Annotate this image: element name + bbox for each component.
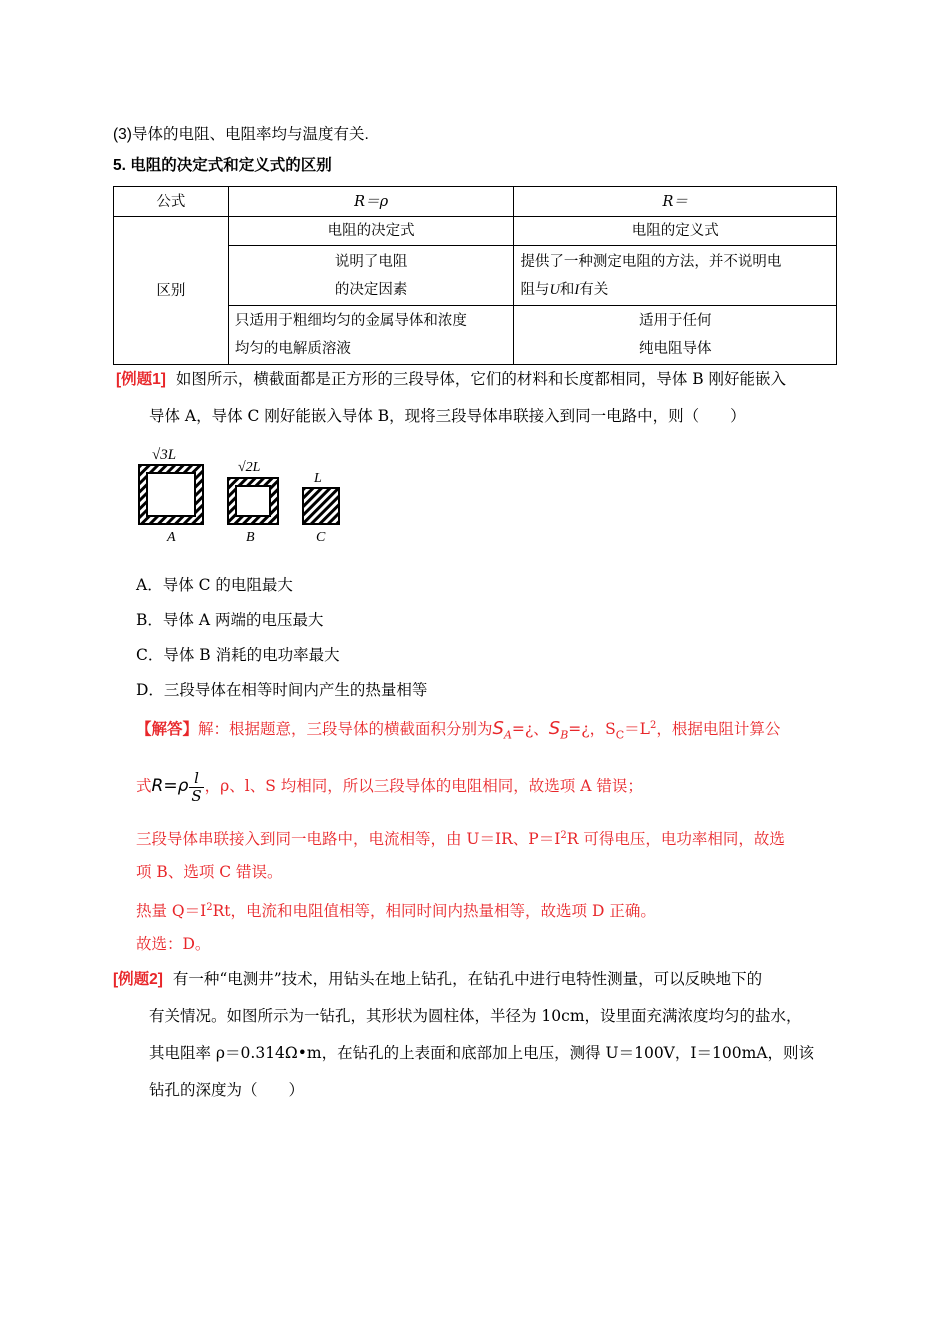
conductor-c [303,488,339,524]
table-cell-line: 的决定因素 [334,281,408,298]
table-cell [228,306,514,365]
answer-text: =¿ [511,720,534,739]
example1-tag: [例题1] [116,371,166,388]
label-b: B [246,530,255,545]
label-a: A [167,530,176,545]
table-cell-line: 说明了电阻 [334,253,408,270]
fraction-denominator: S [191,786,202,805]
conductor-b [228,478,278,524]
answer-text: 三段导体串联接入到同一电路中，电流相等，由 U＝IR、P＝I [136,830,561,849]
label-b-top: √2L [238,460,261,475]
table-cell-line: 纯电阻导体 [638,341,712,357]
answer-text: Rt，电流和电阻值相等，相同时间内热量相等，故选项 D 正确。 [212,902,656,921]
answer-text: ，S [589,720,616,739]
table-cell [514,246,837,306]
example1-text: 如图所示，横截面都是正方形的三段导体，它们的材料和长度都相同，导体 B 刚好能嵌入 [175,370,787,388]
example1-line2: 导体 A，导体 C 刚好能嵌入导体 B，现将三段导体串联接入到同一电路中，则（ ） [149,407,746,425]
text-span: 有关 [579,281,609,298]
table-cell-line: 均匀的电解质溶液 [234,341,351,357]
table-cell-line: 只适用于粗细均匀的金属导体和浓度 [234,313,467,329]
symbol-sb-sub: B [560,728,569,742]
answer-text: ，根据电阻计算公 [656,720,781,739]
answer-text: 式 [136,777,152,795]
answer-text: =¿ [568,720,590,739]
answer-text: R 可得电压，电功率相同，故选 [566,830,785,849]
answer-text: 解：根据题意，三段导体的横截面积分别为 [198,720,493,739]
superscript: 2 [560,830,567,841]
table-header-decisive: R＝ρ [228,187,514,217]
symbol-sa-sub: A [503,728,512,742]
example2-line2: 有关情况。如图所示为一钻孔，其形状为圆柱体，半径为 10cm，设里面充满浓度均匀的盐水， [149,1007,802,1025]
label-c: C [316,530,326,545]
answer-line6: 故选：D。 [136,935,211,953]
formula-r-rho: R=ρ [151,776,189,796]
table-cell [514,306,837,365]
option-c: C．导体 B 消耗的电功率最大 [136,646,340,664]
option-b: B．导体 A 两端的电压最大 [136,611,324,629]
symbol-sb: S [548,718,561,740]
table-cell-line: 适用于任何 [638,313,712,329]
table-cell: 电阻的定义式 [514,217,837,246]
answer-text: ，ρ、l、S 均相同，所以三段导体的电阻相同，故选项 A 错误； [204,777,643,795]
example1-line1 [116,368,786,391]
conductors-figure [130,440,360,550]
label-c-top: L [314,471,322,486]
answer-line5 [136,897,656,922]
superscript: 2 [206,902,213,913]
fraction-numerator: l [189,770,203,788]
intro-line: (3)导体的电阻、电阻率均与温度有关. [113,126,369,143]
answer-tag: 【解答】 [136,719,199,739]
example2-line3: 其电阻率 ρ＝0.314Ω•m，在钻孔的上表面和底部加上电压，测得 U＝100V，I＝100mA，则该 [149,1044,814,1062]
example2-line4: 钻孔的深度为（ ） [149,1081,305,1099]
option-a: A．导体 C 的电阻最大 [136,576,293,594]
example2-tag: [例题2] [113,971,163,988]
answer-line4: 项 B、选项 C 错误。 [136,863,283,881]
answer-line2 [136,766,643,806]
symbol-i: I [574,281,580,298]
label-a-top: √3L [152,447,177,463]
option-d: D．三段导体在相等时间内产生的热量相等 [136,681,428,699]
comparison-table [113,186,837,365]
superscript: 2 [649,720,657,731]
answer-text: ＝L [624,720,650,739]
table-cell [228,246,514,306]
example2-line1 [113,968,762,991]
symbol-u: U [549,281,560,298]
table-header-formula: 公式 [114,187,229,217]
formula-fraction [189,770,203,805]
symbol-sc-sub: C [615,728,625,742]
table-cell-line [520,276,830,304]
table-cell-line: 提供了一种测定电阻的方法，并不说明电 [520,253,782,270]
example2-text: 有一种“电测井”技术，用钻头在地上钻孔，在钻孔中进行电特性测量，可以反映地下的 [172,970,763,988]
text-span: 阻与 [520,281,550,298]
answer-line1 [136,715,780,746]
answer-text: 热量 Q＝I [136,902,207,921]
table-cell: 电阻的决定式 [228,217,514,246]
section-title: 5. 电阻的决定式和定义式的区别 [113,157,332,174]
answer-text: 、 [533,720,549,739]
table-header-definition: R＝ [514,187,837,217]
table-row-label: 区别 [114,217,229,365]
answer-line3 [136,825,785,850]
conductor-a [139,465,203,524]
symbol-sa: S [492,718,504,740]
text-span: 和 [559,281,575,298]
